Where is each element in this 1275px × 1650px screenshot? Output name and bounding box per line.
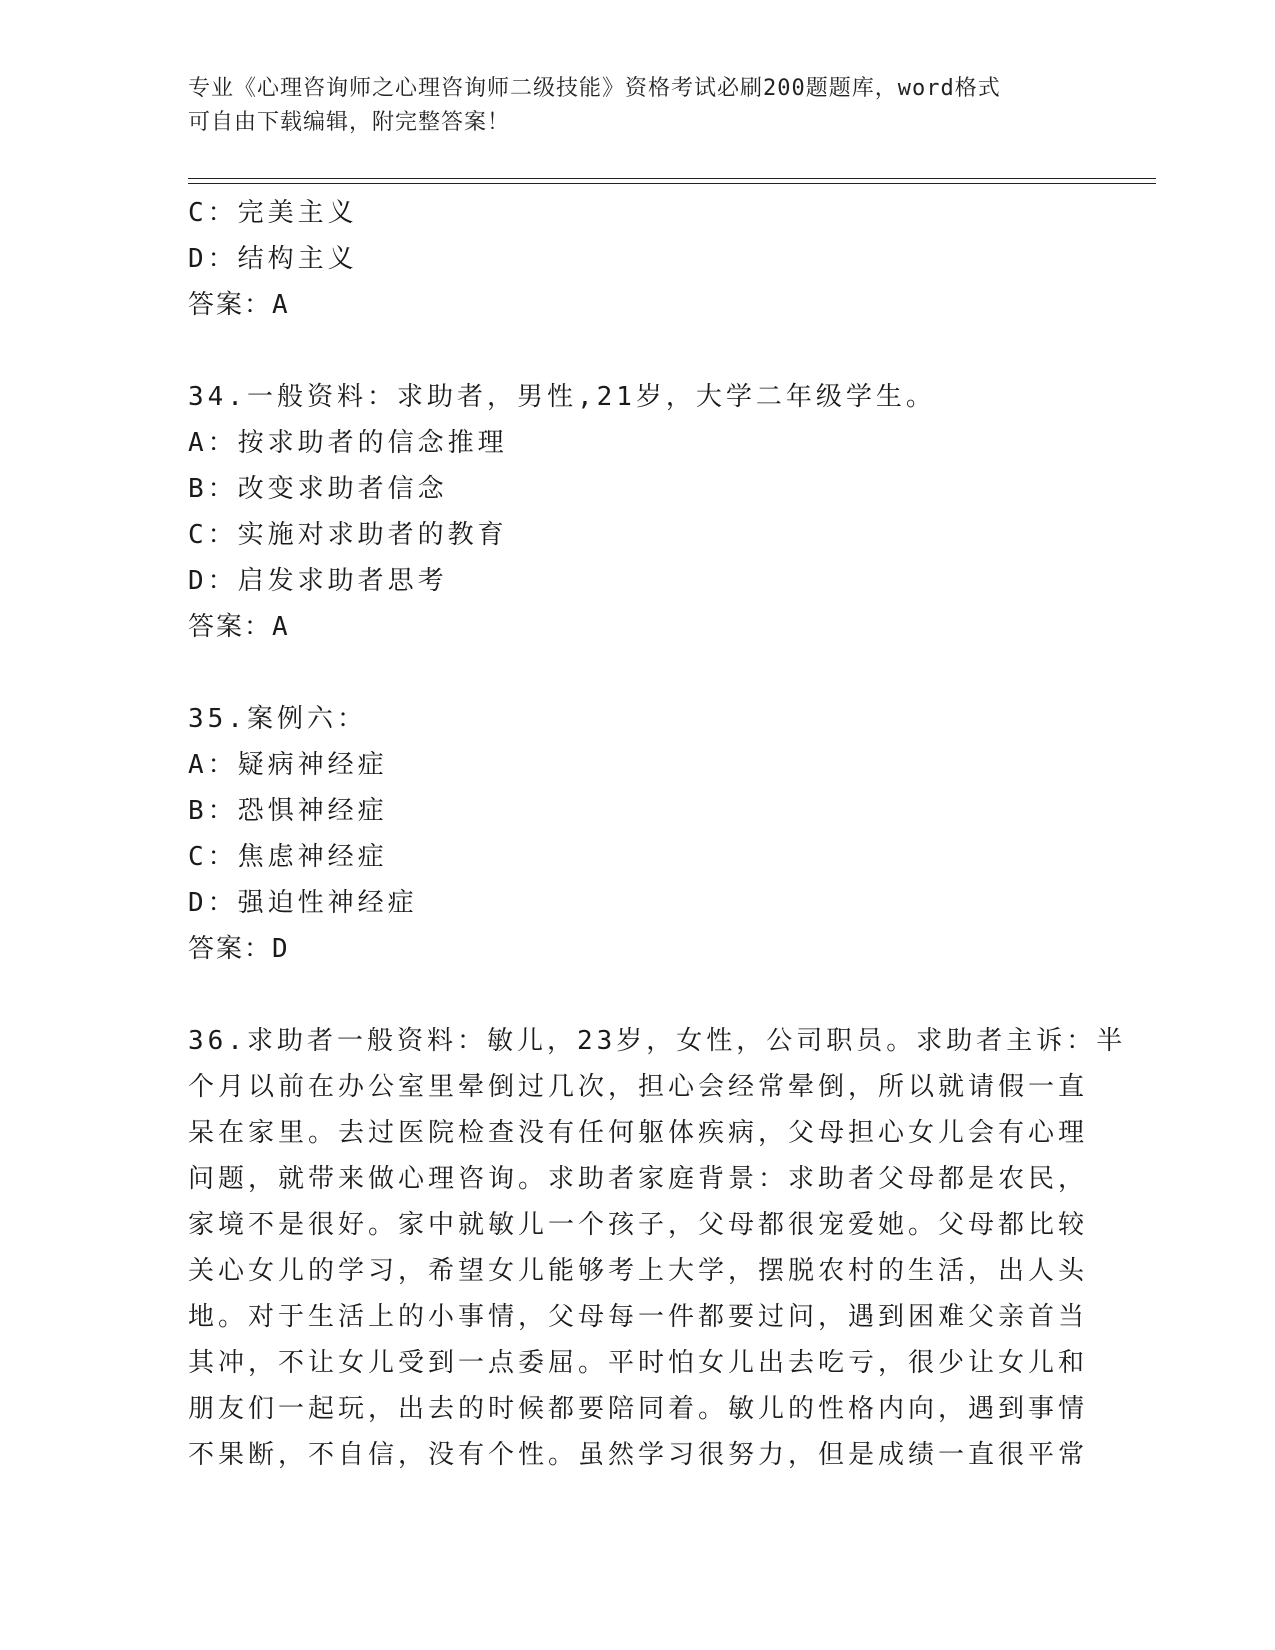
option-b: B：改变求助者信念	[188, 474, 448, 504]
option-c: C：实施对求助者的教育	[188, 520, 508, 550]
paragraph-line: 关心女儿的学习，希望女儿能够考上大学，摆脱农村的生活，出人头	[188, 1256, 1089, 1286]
option-d: D：强迫性神经症	[188, 888, 418, 918]
question-block-34	[188, 374, 1088, 650]
paragraph-line: 地。对于生活上的小事情，父母每一件都要过问，遇到困难父亲首当	[188, 1302, 1089, 1332]
option-d: D：启发求助者思考	[188, 566, 448, 596]
header-line-2: 可自由下载编辑，附完整答案！	[188, 110, 511, 135]
paragraph-line: 其冲，不让女儿受到一点委屈。平时怕女儿出去吃亏，很少让女儿和	[188, 1348, 1089, 1378]
answer-line: 答案：A	[188, 612, 290, 642]
header-divider-bottom	[188, 183, 1156, 184]
document-header	[188, 72, 1088, 140]
paragraph-line: 问题，就带来做心理咨询。求助者家庭背景：求助者父母都是农民，	[188, 1164, 1089, 1194]
question-block-35	[188, 696, 1088, 972]
option-d: D：结构主义	[188, 244, 358, 274]
option-a: A：按求助者的信念推理	[188, 428, 508, 458]
answer-line: 答案：D	[188, 934, 290, 964]
paragraph-line: 家境不是很好。家中就敏儿一个孩子，父母都很宠爱她。父母都比较	[188, 1210, 1089, 1240]
paragraph-line: 不果断，不自信，没有个性。虽然学习很努力，但是成绩一直很平常	[188, 1440, 1089, 1470]
spacer	[188, 972, 1088, 1018]
header-line-1: 专业《心理咨询师之心理咨询师二级技能》资格考试必刷200题题库，word格式	[188, 76, 1001, 101]
option-c: C：焦虑神经症	[188, 842, 388, 872]
question-text: 35.案例六：	[188, 704, 367, 734]
paragraph-line: 36.求助者一般资料：敏儿，23岁，女性，公司职员。求助者主诉：半	[188, 1026, 1127, 1056]
spacer	[188, 650, 1088, 696]
header-divider-top	[188, 178, 1156, 179]
option-c: C：完美主义	[188, 198, 358, 228]
document-body	[188, 190, 1127, 1478]
question-text: 34.一般资料：求助者，男性,21岁，大学二年级学生。	[188, 382, 936, 412]
paragraph-line: 朋友们一起玩，出去的时候都要陪同着。敏儿的性格内向，遇到事情	[188, 1394, 1089, 1424]
spacer	[188, 328, 1088, 374]
paragraph-line: 呆在家里。去过医院检查没有任何躯体疾病，父母担心女儿会有心理	[188, 1118, 1089, 1148]
paragraph-line: 个月以前在办公室里晕倒过几次，担心会经常晕倒，所以就请假一直	[188, 1072, 1089, 1102]
question-block-prev	[188, 190, 1088, 328]
answer-line: 答案：A	[188, 290, 290, 320]
option-a: A：疑病神经症	[188, 750, 388, 780]
question-block-36	[188, 1018, 1127, 1478]
option-b: B：恐惧神经症	[188, 796, 388, 826]
